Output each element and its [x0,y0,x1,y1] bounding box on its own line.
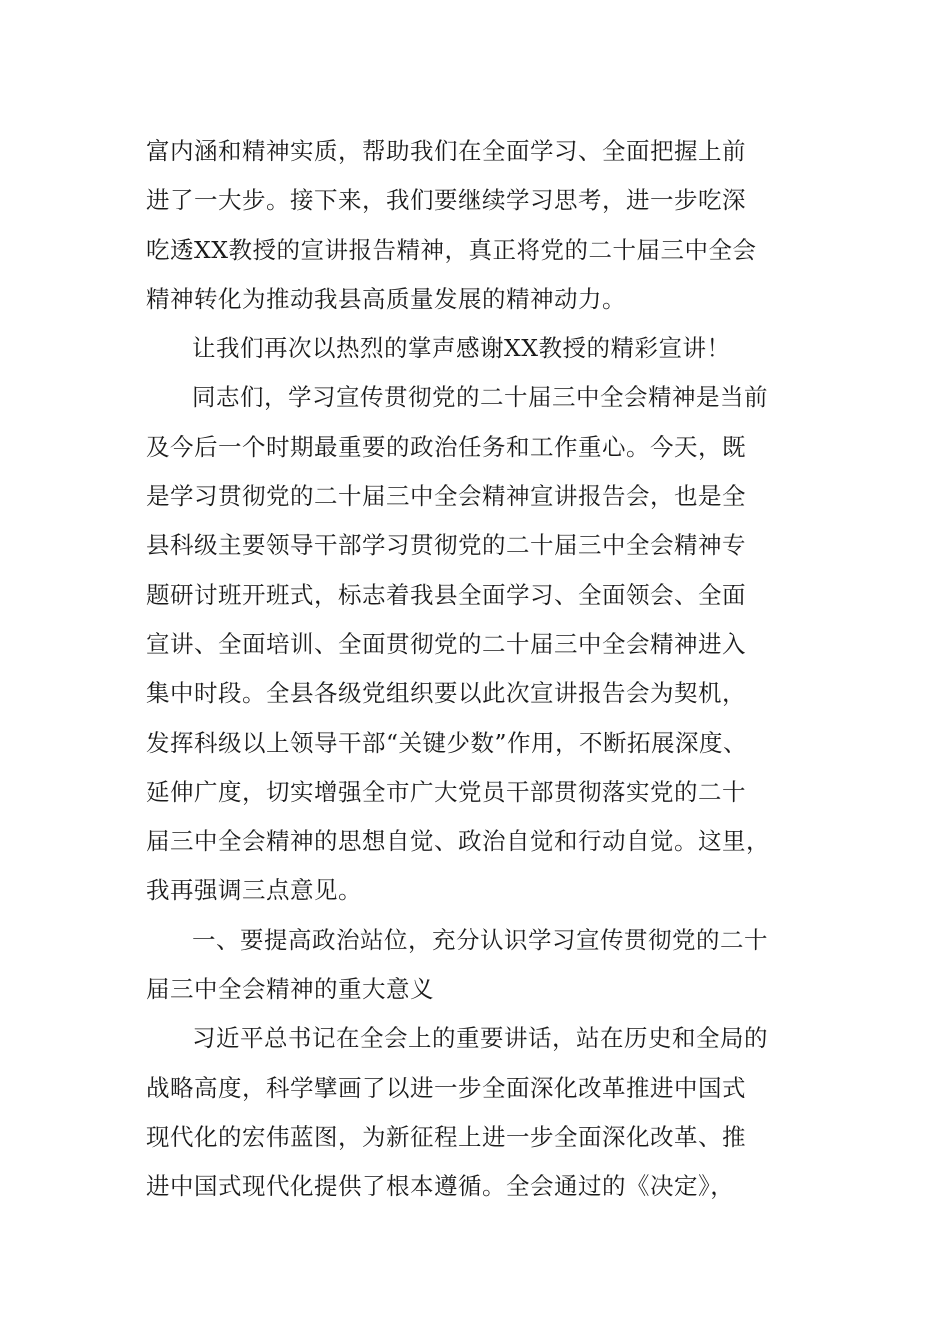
text-line: 发挥科级以上领导干部“关键少数”作用，不断拓展深度、 [146,728,748,757]
text-line: 战略高度，科学擘画了以进一步全面深化改革推进中国式 [146,1073,746,1102]
text-line: 题研讨班开班式，标志着我县全面学习、全面领会、全面 [146,580,746,609]
text-line: 精神转化为推动我县高质量发展的精神动力。 [146,284,626,313]
text-line: 进中国式现代化提供了根本遵循。全会通过的《决定》， [146,1172,735,1201]
paragraph-first-line: 同志们，学习宣传贯彻党的二十届三中全会精神是当前 [192,383,768,412]
text-line: 是学习贯彻党的二十届三中全会精神宣讲报告会，也是全 [146,482,746,511]
text-line: 进了一大步。接下来，我们要继续学习思考，进一步吃深 [146,186,746,215]
text-line: 及今后一个时期最重要的政治任务和工作重心。今天，既 [146,432,746,461]
text-line: 届三中全会精神的思想自觉、政治自觉和行动自觉。这里， [146,827,770,856]
text-line: 我再强调三点意见。 [146,876,362,905]
text-line: 吃透XX教授的宣讲报告精神，真正将党的二十届三中全会 [146,235,757,264]
section-heading-line: 届三中全会精神的重大意义 [146,975,434,1004]
text-line: 富内涵和精神实质，帮助我们在全面学习、全面把握上前 [146,137,746,165]
section-heading-line: 一、要提高政治站位，充分认识学习宣传贯彻党的二十 [192,925,768,954]
text-line: 县科级主要领导干部学习贯彻党的二十届三中全会精神专 [146,531,746,560]
text-line: 现代化的宏伟蓝图，为新征程上进一步全面深化改革、推 [146,1122,746,1151]
text-line: 宣讲、全面培训、全面贯彻党的二十届三中全会精神进入 [146,629,746,658]
paragraph-first-line: 让我们再次以热烈的掌声感谢XX教授的精彩宣讲！ [192,334,731,363]
paragraph-first-line: 习近平总书记在全会上的重要讲话，站在历史和全局的 [192,1024,768,1053]
text-line: 延伸广度，切实增强全市广大党员干部贯彻落实党的二十 [146,777,746,806]
document-body [146,127,806,1212]
text-line: 集中时段。全县各级党组织要以此次宣讲报告会为契机， [146,679,746,708]
